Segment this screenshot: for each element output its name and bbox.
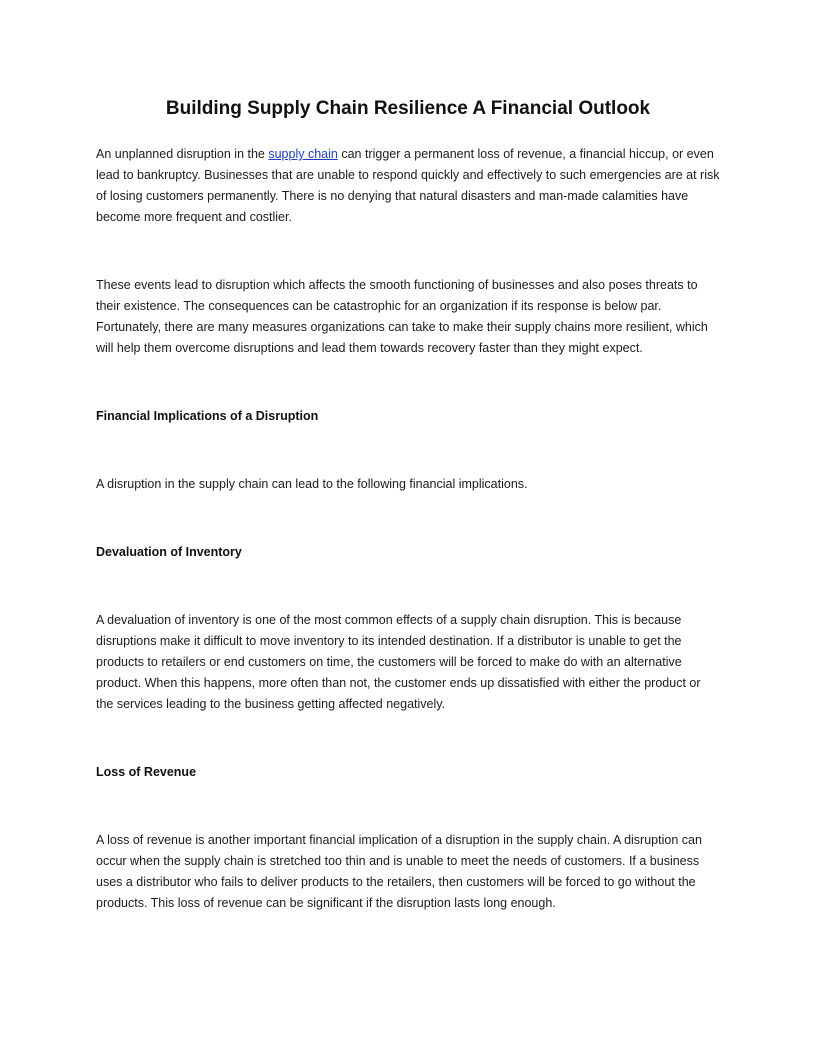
intro-text-after-link: can trigger a permanent loss of revenue, a financial hiccup, or even lead to bankruptcy. Businesses that are unable to respond quickly and effectively to such emergencies are at risk of losing customers permanently. There is no denying that natural disasters and man-made calamities have become more frequent and costlier. xyxy=(96,147,720,224)
paragraph-consequences: These events lead to disruption which affects the smooth functioning of businesses and also poses threats to their existence. The consequences can be catastrophic for an organization if its response is below par. Fortunately, there are many measures organizations can take to make their supply chains more resilient, which will help them overcome disruptions and lead them towards recovery faster than they might expect. xyxy=(96,278,708,355)
paragraph-implications-intro: A disruption in the supply chain can lead to the following financial implications. xyxy=(96,477,528,491)
document-title: Building Supply Chain Resilience A Financial Outlook xyxy=(165,98,651,119)
heading-loss-of-revenue: Loss of Revenue xyxy=(96,765,197,779)
spacer xyxy=(96,359,720,406)
heading-financial-implications: Financial Implications of a Disruption xyxy=(96,409,319,423)
paragraph-devaluation: A devaluation of inventory is one of the most common effects of a supply chain disruption. This is because disruptions make it difficult to move inventory to its intended destination. If a distributor is unable to get the products to retailers or end customers on time, the customers will be forced to make do with an alternative product. When this happens, more often than not, the customer ends up dissatisfied with either the product or the services leading to the business getting affected negatively. xyxy=(96,613,701,711)
intro-text-before-link: An unplanned disruption in the xyxy=(96,147,269,161)
document-page xyxy=(96,96,720,914)
spacer xyxy=(96,495,720,542)
spacer xyxy=(96,783,720,830)
supply-chain-link[interactable]: supply chain xyxy=(268,147,338,161)
spacer xyxy=(96,427,720,474)
spacer xyxy=(96,563,720,610)
spacer xyxy=(96,715,720,762)
heading-devaluation-of-inventory: Devaluation of Inventory xyxy=(96,545,242,559)
intro-paragraph xyxy=(96,144,720,228)
spacer xyxy=(96,228,720,275)
paragraph-loss-of-revenue: A loss of revenue is another important financial implication of a disruption in the supply chain. A disruption can occur when the supply chain is stretched too thin and is unable to meet the needs of customers. If a business uses a distributor who fails to deliver products to the retailers, then customers will be forced to go without the products. This loss of revenue can be significant if the disruption lasts long enough. xyxy=(96,833,702,910)
